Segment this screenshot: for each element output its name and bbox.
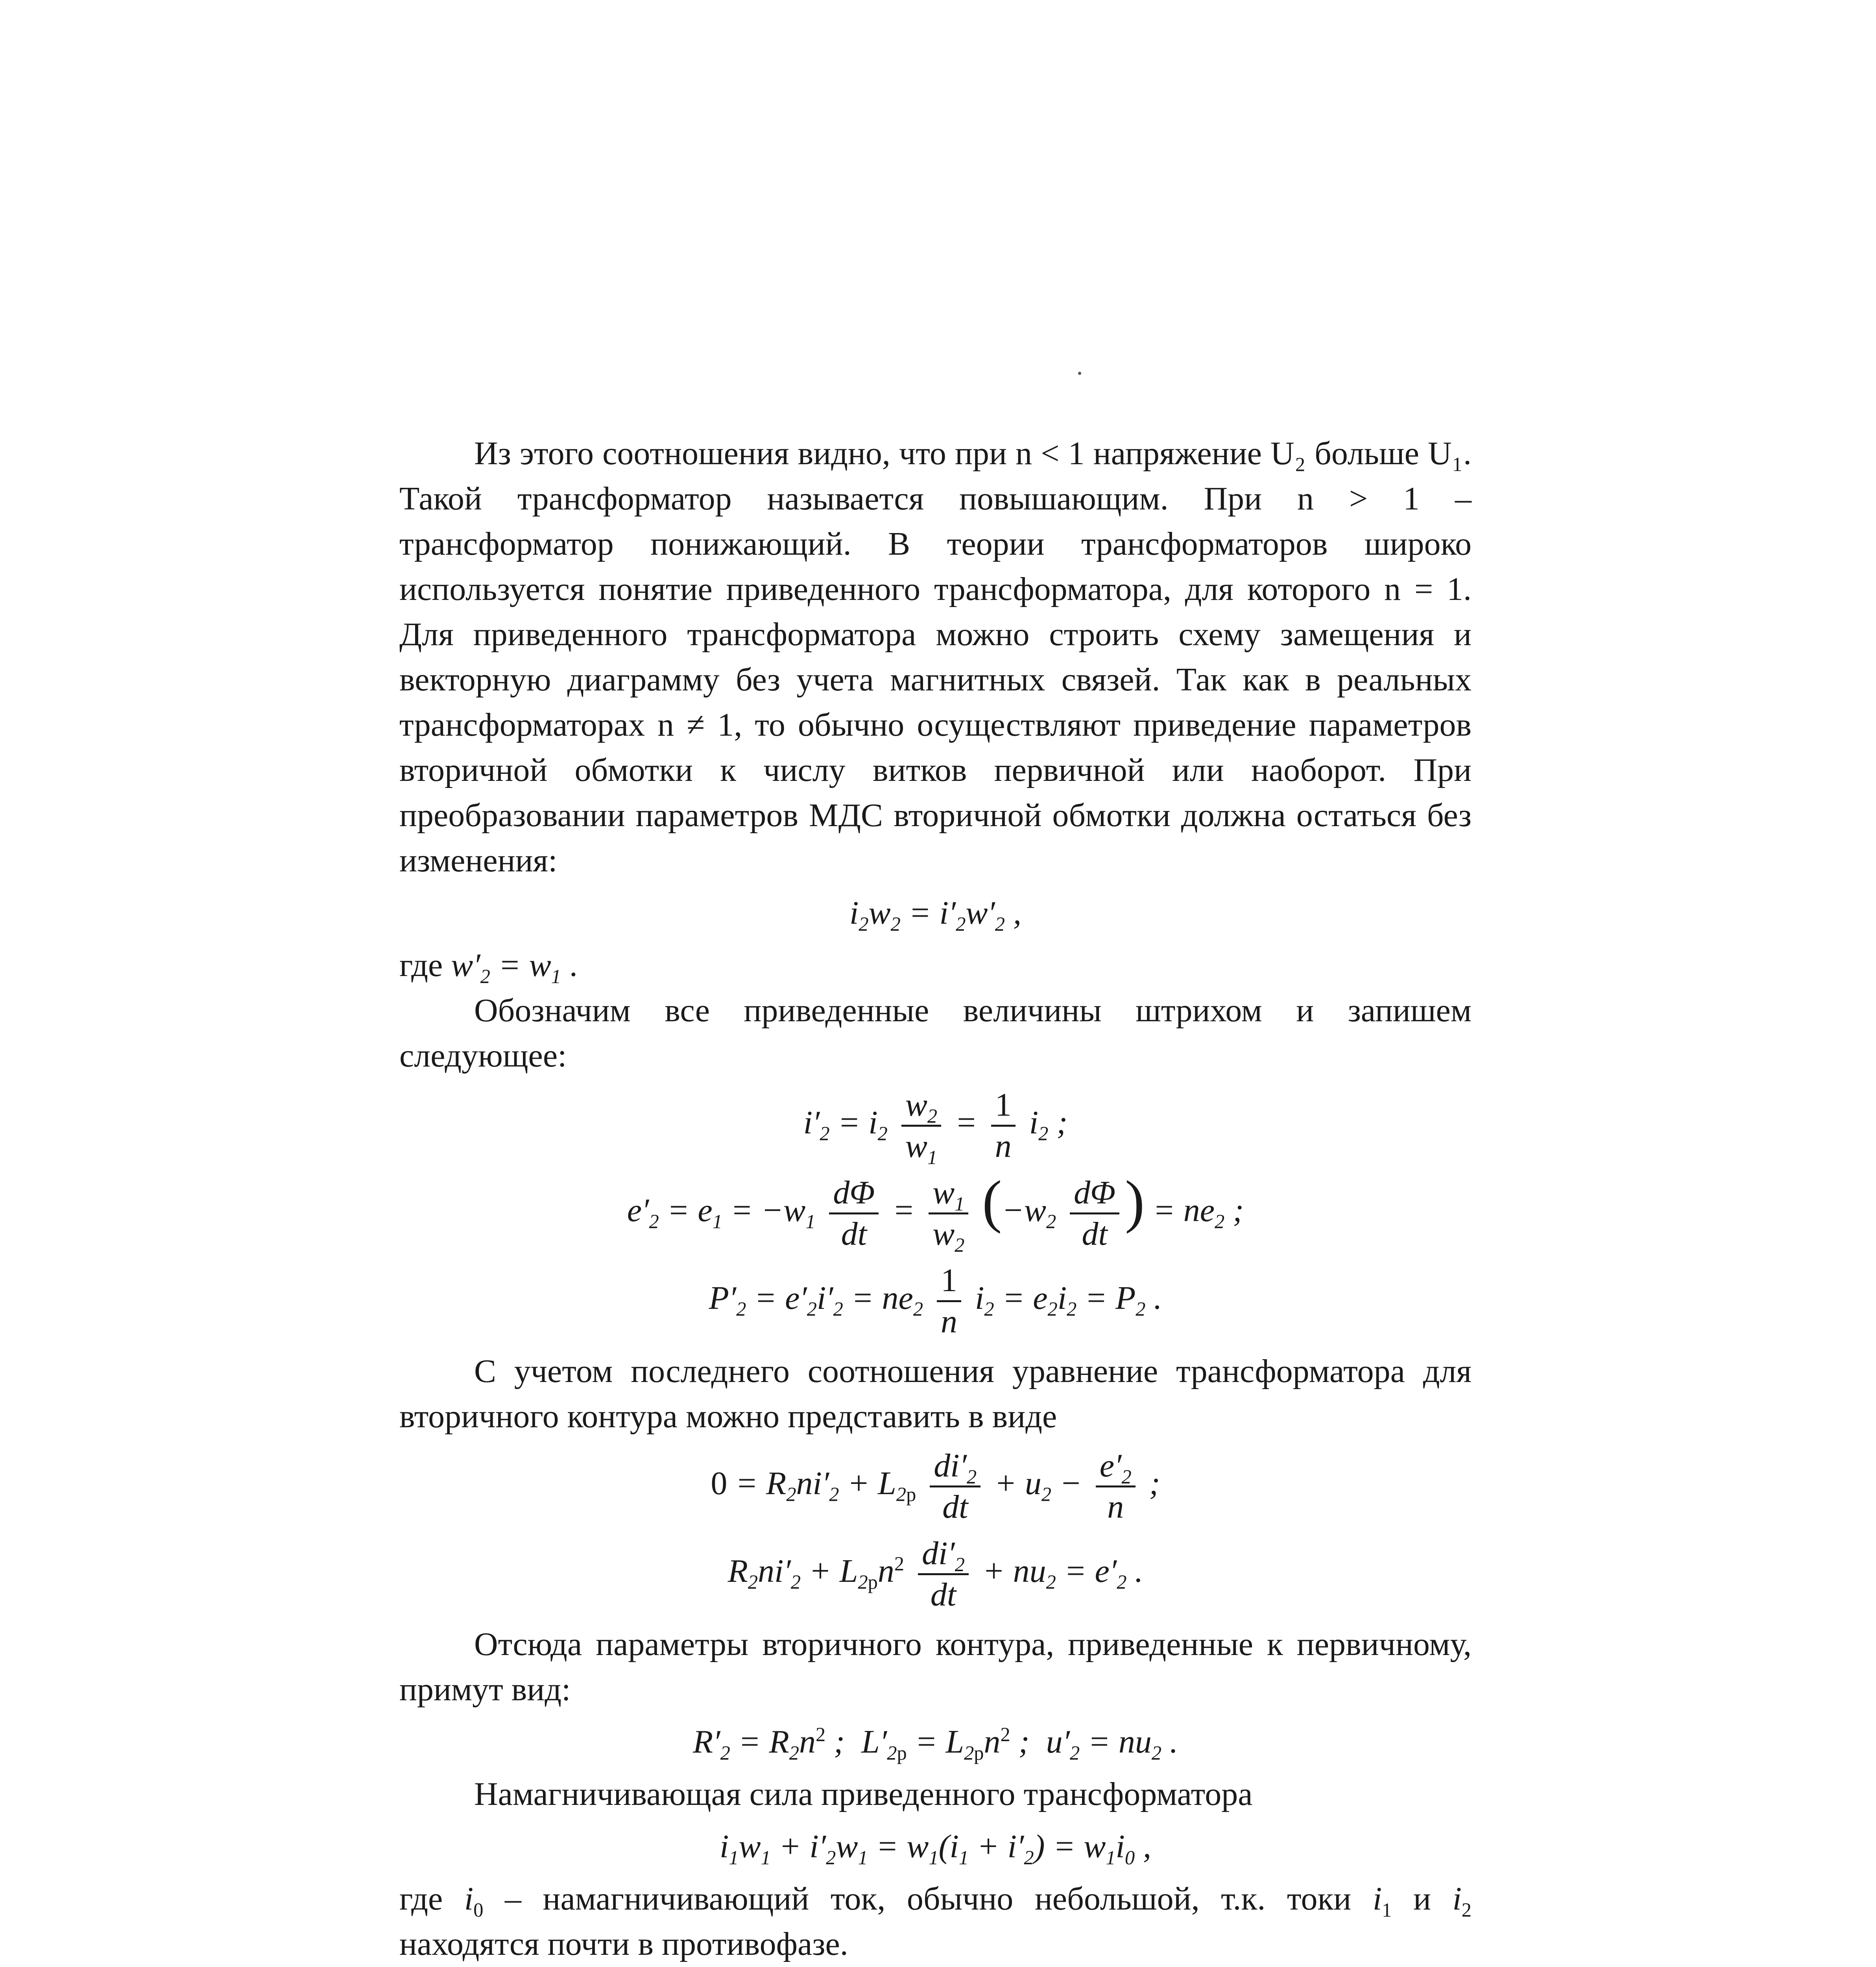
- equation-mmf: $i_2w_2 = i'_2w'_2$ ,: [849, 895, 1021, 935]
- p6-part-d: находятся почти в противофазе.: [399, 1926, 848, 1963]
- where-label: где: [399, 947, 443, 984]
- paragraph-4: Отсюда параметры вторичного контура, приведенные к первичному, примут вид:: [399, 1626, 1472, 1708]
- equation-referred-params: $R'_2 = R_2n^2$ ; $L'_{2р} = L_{2р}n^2$ ; $u'_2 = nu_2$ .: [692, 1723, 1178, 1764]
- paragraph-2: Обозначим все приведенные величины штрихом и запишем следующее:: [399, 992, 1472, 1074]
- where-w-line: где $w'_2 = w_1$ .: [399, 947, 578, 987]
- p6-part-a: где: [399, 1880, 443, 1917]
- equation-current: $i'_2 = i_2$ $\frac{w_2}{w_1}$ = $\frac{1}{n}$ $i_2$ ;: [399, 1085, 1472, 1166]
- page-body: [399, 431, 1472, 1967]
- paragraph-6: где $i_0$ – намагничивающий ток, обычно небольшой, т.к. токи $i_1$ и $i_2$ находятся почти в противофазе.: [399, 1880, 1472, 1963]
- equation-emf: $e'_2 = e_1 = -w_1$ $\frac{d\Phi}{dt}$ = $\frac{w_1}{w_2}$ ($-w_2$ $\frac{d\Phi}{dt}$ ) = $ne_2$ ;: [627, 1169, 1244, 1257]
- p6-part-b: – намагничивающий ток, обычно небольшой, т.к. токи: [504, 1880, 1352, 1917]
- equation-secondary-2: $R_2ni'_2 + L_{2р}n^2$ $\frac{di'_2}{dt}$ + $nu_2 = e'_2$ .: [399, 1534, 1472, 1615]
- equation-magnetizing: $i_1w_1 + i'_2w_1 = w_1(i_1 + i'_2) = w_1i_0$ ,: [719, 1828, 1152, 1869]
- equation-power: $P'_2 = e'_2i'_2 = ne_2$ $\frac{1}{n}$ $i_2 = e_2i_2 = P_2$ .: [399, 1261, 1472, 1341]
- speck: [1078, 372, 1081, 375]
- paragraph-1: Из этого соотношения видно, что при n < 1 напряжение U₂ больше U₁. Такой трансформатор называется повышающим. При n > 1 – трансформатор понижающий. В теории трансформаторов широко используется понятие приведенного трансформатора, для которого n = 1. Для приведенного трансформатора можно строить схему замещения и векторную диаграмму без учета магнитных связей. Так как в реальных трансформаторах n ≠ 1, то обычно осуществляют приведение параметров вторичной обмотки к числу витков первичной или наоборот. При преобразовании параметров МДС вторичной обмотки должна остаться без изменения:: [399, 435, 1472, 879]
- p6-part-c: и: [1413, 1880, 1431, 1917]
- equation-secondary-1: $0 = R_2ni'_2 + L_{2р}$ $\frac{di'_2}{dt}$ + $u_2$ − $\frac{e'_2}{n}$ ;: [399, 1446, 1472, 1527]
- paragraph-5: Намагничивающая сила приведенного трансформатора: [474, 1776, 1253, 1813]
- paragraph-3: С учетом последнего соотношения уравнение трансформатора для вторичного контура можно представить в виде: [399, 1353, 1472, 1435]
